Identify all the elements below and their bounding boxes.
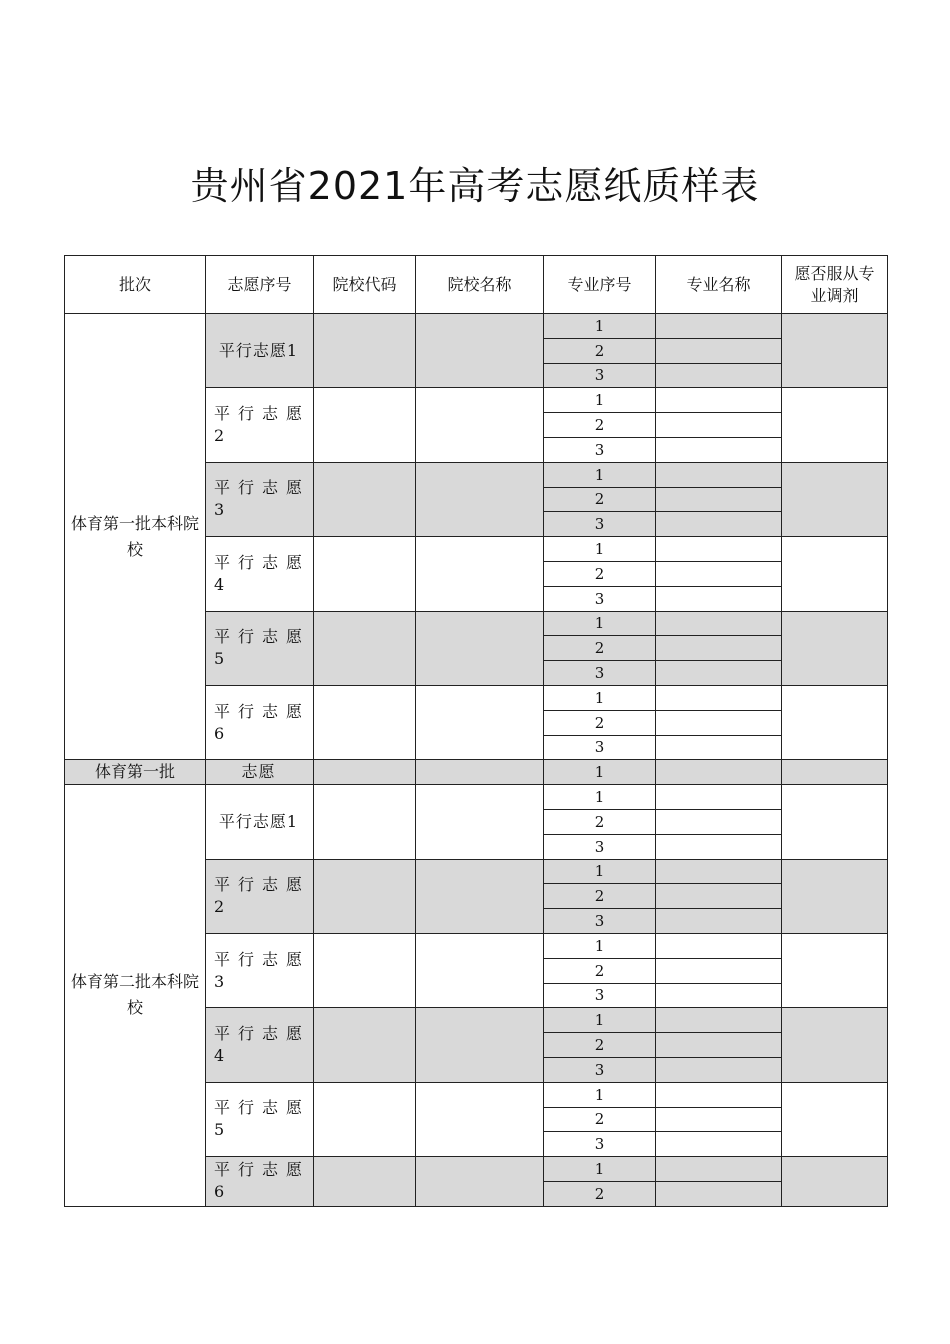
major-name-field[interactable] — [656, 561, 782, 586]
major-name-field[interactable] — [656, 809, 782, 834]
major-name-field[interactable] — [656, 785, 782, 810]
major-number-cell: 3 — [544, 1132, 656, 1157]
school-name-field[interactable] — [416, 933, 544, 1007]
major-name-field[interactable] — [656, 1107, 782, 1132]
school-name-header: 院校名称 — [416, 256, 544, 314]
major-name-field[interactable] — [656, 437, 782, 462]
major-name-field[interactable] — [656, 735, 782, 760]
school-name-field[interactable] — [416, 388, 544, 462]
major-name-field[interactable] — [656, 1008, 782, 1033]
accept-adjustment-field[interactable] — [782, 388, 888, 462]
major-number-cell: 2 — [544, 413, 656, 438]
major-name-field[interactable] — [656, 611, 782, 636]
major-number-cell: 1 — [544, 933, 656, 958]
accept-adjustment-field[interactable] — [782, 933, 888, 1007]
major-name-field[interactable] — [656, 710, 782, 735]
batch-cell: 体育第一批本科院校 — [65, 314, 206, 760]
table-row — [65, 785, 888, 810]
table-row — [65, 314, 888, 339]
major-name-field[interactable] — [656, 338, 782, 363]
school-name-field[interactable] — [416, 1157, 544, 1207]
major-number-cell: 2 — [544, 958, 656, 983]
school-name-field[interactable] — [416, 1008, 544, 1082]
major-number-cell: 3 — [544, 983, 656, 1008]
major-number-cell: 3 — [544, 586, 656, 611]
school-code-field[interactable] — [314, 611, 416, 685]
school-name-field[interactable] — [416, 760, 544, 785]
wish-label-cell: 平行志愿3 — [206, 462, 314, 536]
major-name-field[interactable] — [656, 760, 782, 785]
major-number-cell: 1 — [544, 462, 656, 487]
major-name-field[interactable] — [656, 983, 782, 1008]
major-number-cell: 1 — [544, 1157, 656, 1182]
major-number-cell: 2 — [544, 884, 656, 909]
school-code-field[interactable] — [314, 933, 416, 1007]
wish-number-header: 志愿序号 — [206, 256, 314, 314]
wish-label-cell: 平行志愿5 — [206, 611, 314, 685]
table-body — [65, 314, 888, 1207]
major-name-field[interactable] — [656, 1157, 782, 1182]
school-code-header: 院校代码 — [314, 256, 416, 314]
major-number-cell: 2 — [544, 338, 656, 363]
major-number-cell: 1 — [544, 388, 656, 413]
major-number-cell: 2 — [544, 809, 656, 834]
accept-adjustment-field[interactable] — [782, 537, 888, 611]
major-number-cell: 1 — [544, 1082, 656, 1107]
major-number-cell: 3 — [544, 512, 656, 537]
major-number-cell: 1 — [544, 611, 656, 636]
major-number-cell: 2 — [544, 1181, 656, 1206]
major-name-field[interactable] — [656, 1057, 782, 1082]
major-number-cell: 3 — [544, 363, 656, 388]
school-name-field[interactable] — [416, 859, 544, 933]
school-code-field[interactable] — [314, 1157, 416, 1207]
wish-label-cell: 平行志愿1 — [206, 314, 314, 388]
wish-label-cell: 平行志愿5 — [206, 1082, 314, 1156]
major-number-cell: 2 — [544, 710, 656, 735]
table-header-row — [65, 256, 888, 314]
major-name-field[interactable] — [656, 884, 782, 909]
major-name-field[interactable] — [656, 388, 782, 413]
major-number-cell: 2 — [544, 636, 656, 661]
major-number-cell: 3 — [544, 437, 656, 462]
major-name-field[interactable] — [656, 859, 782, 884]
school-name-field[interactable] — [416, 537, 544, 611]
major-number-cell: 3 — [544, 909, 656, 934]
batch-cell: 体育第二批本科院校 — [65, 785, 206, 1207]
major-number-cell: 1 — [544, 314, 656, 339]
major-name-field[interactable] — [656, 314, 782, 339]
major-number-header: 专业序号 — [544, 256, 656, 314]
major-number-cell: 2 — [544, 561, 656, 586]
major-name-field[interactable] — [656, 933, 782, 958]
major-number-cell: 1 — [544, 685, 656, 710]
major-number-cell: 3 — [544, 834, 656, 859]
school-code-field[interactable] — [314, 685, 416, 759]
major-name-field[interactable] — [656, 1181, 782, 1206]
major-number-cell: 1 — [544, 760, 656, 785]
major-number-cell: 2 — [544, 487, 656, 512]
wish-label-cell: 平行志愿6 — [206, 685, 314, 759]
major-name-field[interactable] — [656, 512, 782, 537]
major-name-field[interactable] — [656, 1082, 782, 1107]
accept-adjustment-field[interactable] — [782, 859, 888, 933]
accept-adjustment-header: 愿否服从专业调剂 — [782, 256, 888, 314]
accept-adjustment-field[interactable] — [782, 685, 888, 759]
major-number-cell: 1 — [544, 859, 656, 884]
table-row — [65, 760, 888, 785]
accept-adjustment-field[interactable] — [782, 1008, 888, 1082]
wish-label-cell: 平行志愿6 — [206, 1157, 314, 1207]
major-number-cell: 1 — [544, 1008, 656, 1033]
major-name-field[interactable] — [656, 958, 782, 983]
wish-label-cell: 平行志愿2 — [206, 859, 314, 933]
wish-label-cell: 平行志愿4 — [206, 537, 314, 611]
accept-adjustment-field[interactable] — [782, 760, 888, 785]
accept-adjustment-field[interactable] — [782, 785, 888, 859]
major-number-cell: 1 — [544, 785, 656, 810]
major-name-field[interactable] — [656, 909, 782, 934]
school-code-field[interactable] — [314, 760, 416, 785]
major-number-cell: 2 — [544, 1107, 656, 1132]
accept-adjustment-field[interactable] — [782, 1157, 888, 1207]
major-name-field[interactable] — [656, 1132, 782, 1157]
school-code-field[interactable] — [314, 1082, 416, 1156]
major-name-field[interactable] — [656, 636, 782, 661]
school-code-field[interactable] — [314, 859, 416, 933]
major-name-field[interactable] — [656, 661, 782, 686]
school-name-field[interactable] — [416, 314, 544, 388]
major-name-field[interactable] — [656, 487, 782, 512]
wish-label-cell: 志愿 — [206, 760, 314, 785]
accept-adjustment-field[interactable] — [782, 314, 888, 388]
application-form-table — [64, 255, 888, 1207]
wish-label-cell: 平行志愿2 — [206, 388, 314, 462]
major-number-cell: 2 — [544, 1033, 656, 1058]
major-name-field[interactable] — [656, 462, 782, 487]
school-code-field[interactable] — [314, 537, 416, 611]
school-code-field[interactable] — [314, 785, 416, 859]
major-number-cell: 1 — [544, 537, 656, 562]
major-name-field[interactable] — [656, 537, 782, 562]
major-number-cell: 3 — [544, 735, 656, 760]
major-number-cell: 3 — [544, 661, 656, 686]
major-name-field[interactable] — [656, 1033, 782, 1058]
accept-adjustment-field[interactable] — [782, 462, 888, 536]
wish-label-cell: 平行志愿4 — [206, 1008, 314, 1082]
school-code-field[interactable] — [314, 314, 416, 388]
major-name-header: 专业名称 — [656, 256, 782, 314]
accept-adjustment-field[interactable] — [782, 1082, 888, 1156]
wish-label-cell: 平行志愿1 — [206, 785, 314, 859]
page-title: 贵州省2021年高考志愿纸质样表 — [190, 164, 760, 208]
school-code-field[interactable] — [314, 462, 416, 536]
school-name-field[interactable] — [416, 685, 544, 759]
major-number-cell: 3 — [544, 1057, 656, 1082]
batch-cell: 体育第一批 — [65, 760, 206, 785]
school-name-field[interactable] — [416, 462, 544, 536]
wish-label-cell: 平行志愿3 — [206, 933, 314, 1007]
major-name-field[interactable] — [656, 363, 782, 388]
school-code-field[interactable] — [314, 388, 416, 462]
major-name-field[interactable] — [656, 685, 782, 710]
school-code-field[interactable] — [314, 1008, 416, 1082]
school-name-field[interactable] — [416, 1082, 544, 1156]
school-name-field[interactable] — [416, 785, 544, 859]
accept-adjustment-field[interactable] — [782, 611, 888, 685]
major-name-field[interactable] — [656, 413, 782, 438]
batch-header: 批次 — [65, 256, 206, 314]
major-name-field[interactable] — [656, 586, 782, 611]
major-name-field[interactable] — [656, 834, 782, 859]
school-name-field[interactable] — [416, 611, 544, 685]
